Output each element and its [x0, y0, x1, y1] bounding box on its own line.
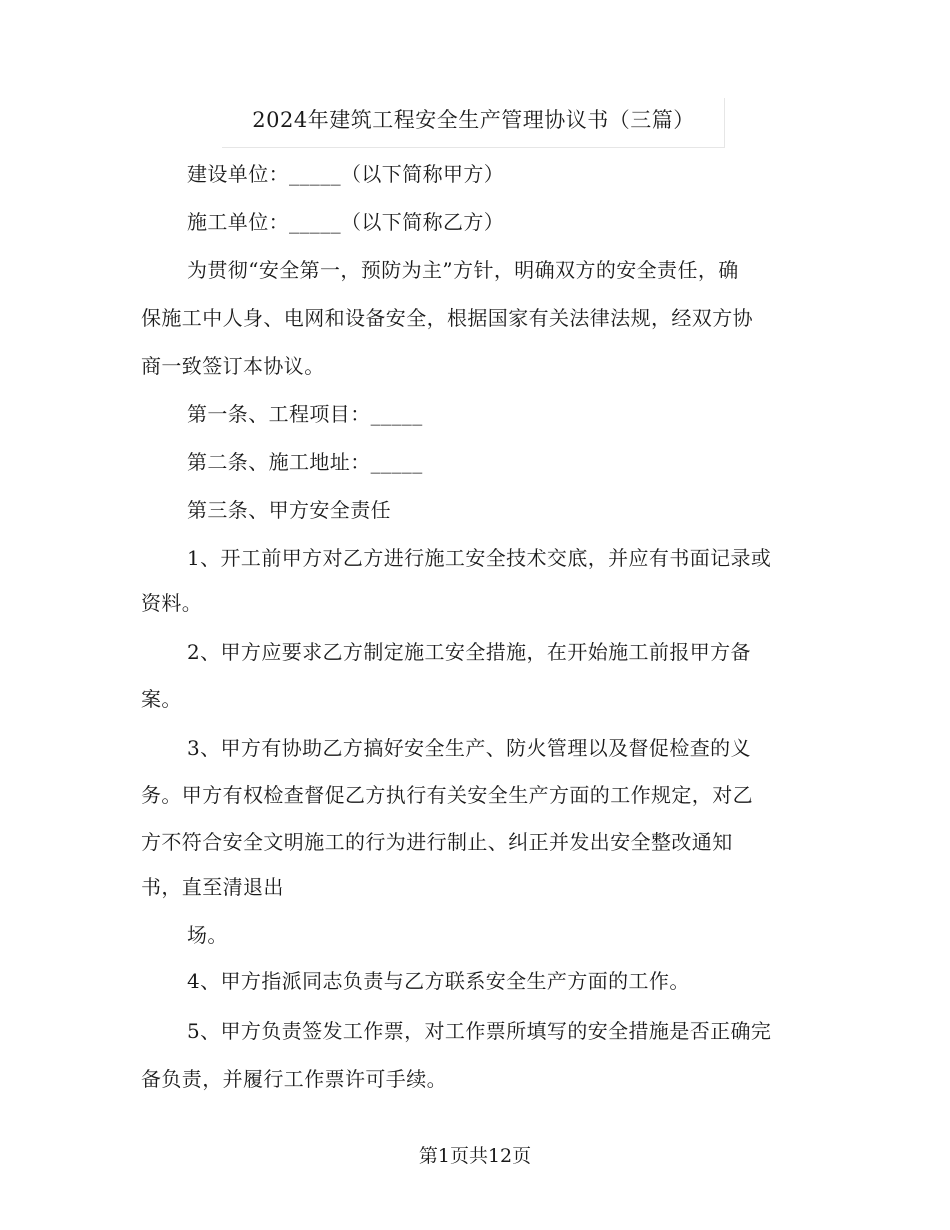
clause-line: 2、甲方应要求乙方制定施工安全措施，在开始施工前报甲方备: [187, 640, 751, 664]
paragraph-line: 商一致签订本协议。: [141, 354, 325, 378]
clause-line: 场。: [187, 923, 228, 947]
clause-line: 1、开工前甲方对乙方进行施工安全技术交底，并应有书面记录或: [187, 546, 772, 570]
clause-line: 5、甲方负责签发工作票，对工作票所填写的安全措施是否正确完: [187, 1019, 772, 1043]
page-number: 第1页共12页: [418, 1145, 532, 1167]
article-2-line: 第二条、施工地址：_____: [187, 450, 423, 474]
party-b-line: 施工单位：_____（以下简称乙方）: [187, 210, 505, 234]
clause-line: 方不符合安全文明施工的行为进行制止、纠正并发出安全整改通知: [141, 830, 733, 854]
article-1-line: 第一条、工程项目：_____: [187, 402, 423, 426]
clause-line: 务。甲方有权检查督促乙方执行有关安全生产方面的工作规定，对乙: [141, 783, 753, 807]
clause-line: 资料。: [141, 591, 203, 615]
clause-line: 3、甲方有协助乙方搞好安全生产、防火管理以及督促检查的义: [187, 736, 751, 760]
article-3-heading: 第三条、甲方安全责任: [187, 498, 391, 522]
paragraph-line: 为贯彻“安全第一，预防为主”方针，明确双方的安全责任，确: [187, 258, 739, 282]
party-a-line: 建设单位：_____（以下简称甲方）: [187, 162, 505, 186]
clause-line: 案。: [141, 687, 182, 711]
clause-line: 备负责，并履行工作票许可手续。: [141, 1067, 447, 1091]
clause-line: 书，直至清退出: [141, 875, 284, 899]
paragraph-line: 保施工中人身、电网和设备安全，根据国家有关法律法规，经双方协: [141, 306, 753, 330]
clause-line: 4、甲方指派同志负责与乙方联系安全生产方面的工作。: [187, 969, 690, 993]
document-title: 2024年建筑工程安全生产管理协议书（三篇）: [252, 108, 695, 132]
